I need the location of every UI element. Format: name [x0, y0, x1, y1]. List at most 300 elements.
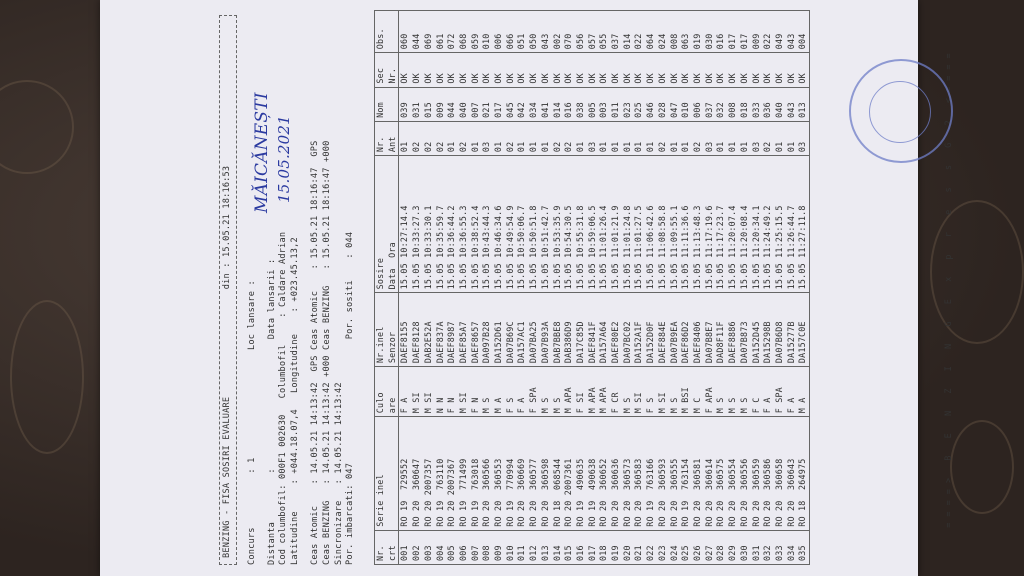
table-cell: 013 — [797, 87, 809, 121]
table-cell: 009 — [751, 11, 763, 53]
table-cell: RO 19 763018 — [470, 417, 482, 530]
table-cell: 002 — [411, 530, 423, 564]
table-cell: DAEF837A — [435, 293, 447, 367]
table-cell: M SI — [423, 367, 435, 417]
table-cell: 15.05 11:20:34.1 — [751, 156, 763, 293]
table-cell: 013 — [540, 530, 552, 564]
table-row — [399, 11, 411, 565]
table-cell: OK — [493, 53, 505, 87]
table-cell: M APA — [587, 367, 599, 417]
table-cell: 022 — [633, 11, 645, 53]
table-cell: 15.05 10:36:55.3 — [458, 156, 470, 293]
table-row — [575, 11, 587, 565]
table-cell: 011 — [516, 530, 528, 564]
por-sositi: Por. sositi : 044 — [345, 231, 356, 340]
table-cell: 01 — [470, 121, 482, 155]
table-cell: 01 — [446, 121, 458, 155]
column-header: Nr. crt — [375, 530, 399, 564]
table-row — [610, 11, 622, 565]
table-cell: DA07B8E7 — [704, 293, 716, 367]
table-cell: 023 — [657, 530, 669, 564]
table-cell: 004 — [797, 11, 809, 53]
table-cell: 008 — [481, 530, 493, 564]
table-cell: 037 — [610, 11, 622, 53]
table-cell: 15.05 10:33:27.3 — [411, 156, 423, 293]
table-cell: 043 — [540, 11, 552, 53]
table-cell: M S — [622, 367, 634, 417]
table-cell: 15.05 11:01:21.9 — [610, 156, 622, 293]
table-cell: M S — [552, 367, 564, 417]
table-cell: 023 — [622, 87, 634, 121]
table-cell: 064 — [645, 11, 657, 53]
table-cell: F A — [516, 367, 528, 417]
table-cell: 019 — [692, 11, 704, 53]
table-cell: DA157C0E — [797, 293, 809, 367]
column-header: Sosire Data Ora — [375, 156, 399, 293]
sincronizare: Sincronizare : 14.05.21 14:13:42 — [333, 382, 344, 565]
table-cell: DAEF86D2 — [680, 293, 692, 367]
table-cell: DA17C85D — [575, 293, 587, 367]
table-cell: 035 — [797, 530, 809, 564]
table-cell: 017 — [493, 87, 505, 121]
table-row — [633, 11, 645, 565]
table-cell: 01 — [516, 121, 528, 155]
table-row — [657, 11, 669, 565]
table-cell: RO 20 360647 — [411, 417, 423, 530]
din-value: 15.05.21 18:16:53 — [222, 165, 232, 258]
table-row — [540, 11, 552, 565]
table-cell: 056 — [575, 11, 587, 53]
table-cell: F SPA — [774, 367, 786, 417]
table-cell: 01 — [727, 121, 739, 155]
table-cell: F S — [645, 367, 657, 417]
table-row — [727, 11, 739, 565]
distanta-label: Distanta — [266, 522, 277, 565]
longitudine-label: Longitudine — [290, 333, 301, 394]
table-cell: RO 20 360556 — [739, 417, 751, 530]
table-cell: 010 — [680, 87, 692, 121]
table-cell: DAEF8886 — [727, 293, 739, 367]
table-cell: 15.05 11:13:48.3 — [692, 156, 704, 293]
table-cell: M SI — [458, 367, 470, 417]
table-cell: 02 — [762, 121, 774, 155]
table-cell: DAB2E52A — [423, 293, 435, 367]
table-cell: DAB7BBE8 — [552, 293, 564, 367]
cod-columbofil: Cod columbofil: 000F1 002630 — [278, 414, 289, 565]
table-cell: 15.05 11:17:23.7 — [715, 156, 727, 293]
table-cell: RO 20 360669 — [516, 417, 528, 530]
table-cell: OK — [505, 53, 517, 87]
table-cell: 047 — [669, 87, 681, 121]
table-cell: 031 — [751, 530, 763, 564]
table-cell: M SI — [657, 367, 669, 417]
table-cell: 01 — [669, 121, 681, 155]
table-row — [458, 11, 470, 565]
table-cell: 028 — [657, 87, 669, 121]
table-cell: 032 — [762, 530, 774, 564]
table-cell: 01 — [739, 121, 751, 155]
table-cell: RO 20 360652 — [598, 417, 610, 530]
table-cell: 037 — [704, 87, 716, 121]
table-cell: M C — [692, 367, 704, 417]
table-cell: F SPA — [528, 367, 540, 417]
table-cell: DAEF8155 — [399, 293, 411, 367]
table-cell: 016 — [715, 11, 727, 53]
table-cell: RO 19 763110 — [435, 417, 447, 530]
table-cell: RO 20 360583 — [633, 417, 645, 530]
table-cell: RO 18 068544 — [552, 417, 564, 530]
table-cell: 15.05 10:43:44.3 — [481, 156, 493, 293]
table-cell: DAEF8987 — [446, 293, 458, 367]
table-cell: DAEF884E — [657, 293, 669, 367]
table-cell: DAEF85A7 — [458, 293, 470, 367]
table-cell: OK — [657, 53, 669, 87]
table-cell: 15.05 11:01:26.4 — [598, 156, 610, 293]
table-body — [399, 11, 810, 565]
table-cell: 024 — [669, 530, 681, 564]
table-cell: RO 19 729552 — [399, 417, 411, 530]
table-cell: 015 — [423, 87, 435, 121]
column-header: Sec Nr. — [375, 53, 399, 87]
table-cell: 15.05 11:11:36.6 — [680, 156, 692, 293]
table-cell: 026 — [692, 530, 704, 564]
table-cell: 01 — [528, 121, 540, 155]
table-cell: DAEF841F — [587, 293, 599, 367]
table-row — [692, 11, 704, 565]
table-cell: 01 — [774, 121, 786, 155]
table-cell: M A — [797, 367, 809, 417]
table-cell: 043 — [786, 11, 798, 53]
table-row — [715, 11, 727, 565]
table-cell: 15.05 11:25:15.5 — [774, 156, 786, 293]
table-cell: 038 — [575, 87, 587, 121]
table-cell: 014 — [552, 87, 564, 121]
table-cell: 02 — [423, 121, 435, 155]
table-cell: OK — [610, 53, 622, 87]
table-cell: 006 — [458, 530, 470, 564]
table-cell: M APA — [598, 367, 610, 417]
loc-lansare-label: Loc lansare : — [246, 280, 257, 351]
table-cell: M S — [481, 367, 493, 417]
title-bar — [219, 15, 237, 565]
table-cell: 017 — [739, 11, 751, 53]
table-cell: 040 — [774, 87, 786, 121]
table-cell: F APA — [704, 367, 716, 417]
table-cell: RO 19 490635 — [575, 417, 587, 530]
ceas-atomic-2: Ceas Atomic : 15.05.21 18:16:47 GPS — [309, 140, 320, 351]
table-row — [622, 11, 634, 565]
table-cell: 15.05 11:26:44.7 — [786, 156, 798, 293]
table-cell: 027 — [704, 530, 716, 564]
table-cell: 15.05 10:54:30.5 — [563, 156, 575, 293]
table-cell: 025 — [680, 530, 692, 564]
handwritten-date: 15.05.2021 — [275, 115, 293, 203]
table-cell: OK — [645, 53, 657, 87]
table-cell: DA15277B — [786, 293, 798, 367]
table-cell: DA157AC1 — [516, 293, 528, 367]
table-cell: 15.05 10:51:42.7 — [540, 156, 552, 293]
table-cell: 050 — [528, 11, 540, 53]
table-cell: F SI — [575, 367, 587, 417]
table-row — [481, 11, 493, 565]
data-lansarii-label: Data lansarii : — [266, 258, 277, 340]
table-cell: DAEF8406 — [692, 293, 704, 367]
table-cell: 01 — [622, 121, 634, 155]
table-cell: OK — [692, 53, 704, 87]
table-cell: 008 — [727, 87, 739, 121]
table-cell: 014 — [622, 11, 634, 53]
table-cell: 018 — [598, 530, 610, 564]
table-row — [552, 11, 564, 565]
table-row — [680, 11, 692, 565]
table-row — [423, 11, 435, 565]
table-cell: OK — [446, 53, 458, 87]
table-cell: 15.05 10:49:54.9 — [505, 156, 517, 293]
table-cell: RO 20 360643 — [786, 417, 798, 530]
table-cell: RO 19 770994 — [505, 417, 517, 530]
table-cell: 030 — [704, 11, 716, 53]
table-cell: 020 — [622, 530, 634, 564]
table-cell: DA07B9EA — [669, 293, 681, 367]
table-cell: 15.05 10:59:06.5 — [587, 156, 599, 293]
columbofil-value: : Caldare Adrian — [278, 231, 289, 318]
table-cell: DA152D45 — [751, 293, 763, 367]
table-cell: 02 — [563, 121, 575, 155]
table-cell: 029 — [727, 530, 739, 564]
table-cell: 044 — [446, 87, 458, 121]
table-cell: 15.05 10:36:44.2 — [446, 156, 458, 293]
table-cell: 01 — [645, 121, 657, 155]
column-header: Obs. — [375, 11, 399, 53]
table-cell: 002 — [552, 11, 564, 53]
table-cell: OK — [575, 53, 587, 87]
column-header: Nr. Ant — [375, 121, 399, 155]
table-row — [493, 11, 505, 565]
table-cell: 006 — [692, 87, 704, 121]
table-cell: RO 20 360636 — [610, 417, 622, 530]
handwritten-location: MĂICĂNEȘTI — [252, 92, 272, 213]
table-cell: 072 — [446, 11, 458, 53]
table-cell: OK — [774, 53, 786, 87]
table-cell: 012 — [528, 530, 540, 564]
table-cell: 01 — [680, 121, 692, 155]
din-label: din : — [222, 262, 232, 290]
table-row — [598, 11, 610, 565]
table-cell: RO 19 771499 — [458, 417, 470, 530]
table-cell: 15.05 10:27:14.4 — [399, 156, 411, 293]
table-cell: RO 20 360559 — [751, 417, 763, 530]
table-cell: RO 20 360581 — [692, 417, 704, 530]
column-header: Serie inel — [375, 417, 399, 530]
table-cell: 055 — [598, 11, 610, 53]
table-cell: DA07B93A — [540, 293, 552, 367]
table-cell: 15.05 10:55:31.8 — [575, 156, 587, 293]
table-cell: 003 — [598, 87, 610, 121]
table-cell: 15.05 10:50:51.8 — [528, 156, 540, 293]
table-cell: 01 — [786, 121, 798, 155]
table-cell: OK — [516, 53, 528, 87]
table-cell: 016 — [563, 87, 575, 121]
table-cell: DAD8F11F — [715, 293, 727, 367]
table-cell: 021 — [633, 530, 645, 564]
table-cell: RO 20 360598 — [540, 417, 552, 530]
table-cell: 051 — [516, 11, 528, 53]
table-cell: RO 20 2007361 — [563, 417, 575, 530]
table-cell: 005 — [587, 87, 599, 121]
table-cell: 009 — [435, 87, 447, 121]
table-cell: DA15298B — [762, 293, 774, 367]
table-row — [470, 11, 482, 565]
table-cell: 059 — [470, 11, 482, 53]
table-cell: DA07BA25 — [528, 293, 540, 367]
table-cell: M A — [493, 367, 505, 417]
table-cell: 014 — [552, 530, 564, 564]
table-cell: N N — [435, 367, 447, 417]
table-row — [516, 11, 528, 565]
table-cell: RO 20 360566 — [481, 417, 493, 530]
table-cell: F A — [399, 367, 411, 417]
table-cell: F CR — [610, 367, 622, 417]
table-cell: DA07B69C — [505, 293, 517, 367]
table-cell: 03 — [797, 121, 809, 155]
table-cell: OK — [540, 53, 552, 87]
table-cell: DAEF8128 — [411, 293, 423, 367]
table-cell: 15.05 11:09:55.1 — [669, 156, 681, 293]
table-cell: 024 — [657, 11, 669, 53]
table-cell: DA07B6D8 — [774, 293, 786, 367]
table-cell: OK — [704, 53, 716, 87]
table-cell: 034 — [528, 87, 540, 121]
table-cell: 018 — [739, 87, 751, 121]
table-cell: RO 20 360614 — [704, 417, 716, 530]
table-cell: 068 — [458, 11, 470, 53]
table-cell: 02 — [692, 121, 704, 155]
table-cell: 15.05 11:20:08.4 — [739, 156, 751, 293]
table-cell: M BSI — [680, 367, 692, 417]
table-cell: F A — [786, 367, 798, 417]
table-row — [786, 11, 798, 565]
por-imbarcati: Por. imbarcati: 047 — [345, 462, 356, 565]
table-cell: 021 — [481, 87, 493, 121]
table-cell: 15.05 10:46:34.6 — [493, 156, 505, 293]
table-cell: 060 — [399, 11, 411, 53]
table-cell: 03 — [704, 121, 716, 155]
table-cell: 15.05 11:06:42.6 — [645, 156, 657, 293]
ceas-atomic-1: Ceas Atomic : 14.05.21 14:13:42 GPS — [309, 355, 320, 565]
table-cell: RO 20 2007357 — [423, 417, 435, 530]
table-cell: 02 — [458, 121, 470, 155]
table-cell: OK — [399, 53, 411, 87]
table-cell: 028 — [715, 530, 727, 564]
ceas-benzing-1: Ceas BENZING : 14.05.21 14:13:42 +000 — [321, 355, 332, 565]
table-cell: 031 — [411, 87, 423, 121]
table-cell: OK — [528, 53, 540, 87]
table-cell: DA07BC02 — [622, 293, 634, 367]
table-row — [797, 11, 809, 565]
table-cell: 033 — [751, 87, 763, 121]
table-cell: RO 20 360555 — [669, 417, 681, 530]
table-row — [587, 11, 599, 565]
table-cell: OK — [715, 53, 727, 87]
table-cell: M S — [715, 367, 727, 417]
table-cell: OK — [797, 53, 809, 87]
table-cell: F S — [505, 367, 517, 417]
table-cell: OK — [622, 53, 634, 87]
table-cell: 008 — [669, 11, 681, 53]
table-cell: 069 — [423, 11, 435, 53]
table-row — [528, 11, 540, 565]
document-page — [209, 3, 1009, 573]
table-cell: OK — [458, 53, 470, 87]
table-cell: 007 — [470, 87, 482, 121]
table-cell: RO 19 763166 — [645, 417, 657, 530]
table-cell: F N — [446, 367, 458, 417]
table-cell: OK — [411, 53, 423, 87]
table-cell: 007 — [470, 530, 482, 564]
table-cell: OK — [423, 53, 435, 87]
table-row — [762, 11, 774, 565]
table-cell: OK — [739, 53, 751, 87]
table-cell: DA07B873 — [739, 293, 751, 367]
document-title: BENZING - FISA SOSIRI EVALUARE — [222, 396, 232, 558]
table-cell: RO 20 360573 — [622, 417, 634, 530]
table-cell: OK — [563, 53, 575, 87]
distanta-value: : — [266, 468, 277, 474]
table-row — [411, 11, 423, 565]
document-footer: ====> B E N Z I N G E x p r e s s G 2 <==== — [944, 47, 954, 528]
table-cell: 001 — [399, 530, 411, 564]
table-cell: M S — [727, 367, 739, 417]
table-cell: 15.05 10:35:59.7 — [435, 156, 447, 293]
table-cell: OK — [751, 53, 763, 87]
table-cell: 057 — [587, 11, 599, 53]
table-cell: OK — [598, 53, 610, 87]
table-cell: 063 — [680, 11, 692, 53]
longitudine-value: : +023.45.13,2 — [290, 237, 301, 313]
document-header — [219, 15, 357, 565]
latitudine-value: : +044.18.07,4 — [290, 409, 301, 485]
table-cell: 022 — [762, 11, 774, 53]
table-cell: 042 — [516, 87, 528, 121]
column-header: Nom — [375, 87, 399, 121]
table-cell: OK — [786, 53, 798, 87]
table-cell: 066 — [505, 11, 517, 53]
table-cell: RO 18 264975 — [797, 417, 809, 530]
table-cell: OK — [762, 53, 774, 87]
concurs-value: : 1 — [246, 457, 257, 474]
table-cell: 022 — [645, 530, 657, 564]
table-row — [704, 11, 716, 565]
table-cell: 15.05 11:01:24.8 — [622, 156, 634, 293]
table-cell: 032 — [715, 87, 727, 121]
table-cell: 025 — [633, 87, 645, 121]
table-cell: F C — [751, 367, 763, 417]
table-cell: 15.05 10:33:30.1 — [423, 156, 435, 293]
table-cell: 041 — [540, 87, 552, 121]
table-cell: 15.05 10:38:52.4 — [470, 156, 482, 293]
table-cell: OK — [669, 53, 681, 87]
table-cell: DAEF8657 — [470, 293, 482, 367]
table-row — [751, 11, 763, 565]
table-cell: 15.05 11:08:58.8 — [657, 156, 669, 293]
table-cell: 039 — [399, 87, 411, 121]
table-row — [774, 11, 786, 565]
table-cell: OK — [633, 53, 645, 87]
table-cell: F N — [470, 367, 482, 417]
table-cell: 016 — [575, 530, 587, 564]
table-cell: RO 20 360586 — [762, 417, 774, 530]
table-cell: 01 — [575, 121, 587, 155]
